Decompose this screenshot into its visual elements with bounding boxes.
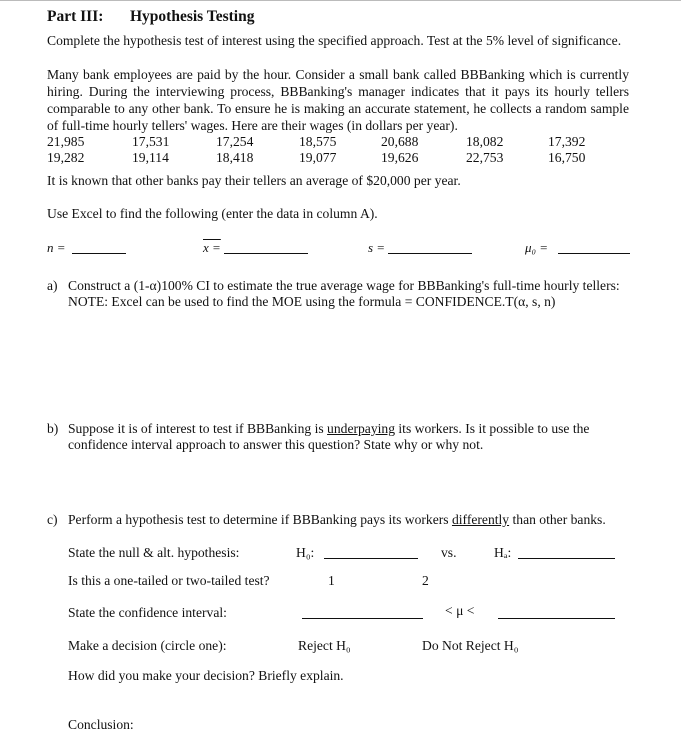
xbar-blank[interactable] [224,253,308,254]
wage-cell: 18,418 [216,150,254,165]
tail-prompt: Is this a one-tailed or two-tailed test? [68,573,270,588]
wage-cell: 16,750 [548,150,586,165]
wage-cell: 19,282 [47,150,85,165]
part-b-line1-post: its workers. Is it possible to use the [395,421,590,436]
part-b-letter: b) [47,421,59,436]
wage-cell: 19,626 [381,150,419,165]
part-c-line [68,512,606,528]
part-c-line-pre: Perform a hypothesis test to determine if BBBanking pays its workers [68,512,452,527]
part-c-line-underline: differently [451,512,510,527]
part-b-line1-underline: underpaying [327,421,395,436]
part-a-letter: a) [47,278,58,293]
ha-blank[interactable] [518,558,615,559]
part-c-letter: c) [47,512,58,527]
tail-option-one[interactable]: 1 [328,573,335,588]
vs-label: vs. [441,545,457,560]
wage-cell: 19,077 [299,150,337,165]
h0-blank[interactable] [324,558,418,559]
s-blank[interactable] [388,253,472,254]
ha-label: Hₐ: [494,545,512,560]
known-average: It is known that other banks pay their tellers an average of $20,000 per year. [47,173,461,188]
part-a-line2: NOTE: Excel can be used to find the MOE using the formula = CONFIDENCE.T(α, s, n) [68,294,556,309]
part-b-line1-pre: Suppose it is of interest to test if BBBanking is [68,421,328,436]
part-c-line-post: than other banks. [509,512,606,527]
top-border [0,0,681,1]
wage-cell: 19,114 [132,150,169,165]
wage-cell: 20,688 [381,134,419,149]
s-label: s = [368,240,386,255]
explain-prompt: How did you make your decision? Briefly explain. [68,668,344,683]
wage-cell: 18,082 [466,134,504,149]
excel-instruction: Use Excel to find the following (enter the data in column A). [47,206,378,221]
page-title: Hypothesis Testing [130,8,255,25]
ci-prompt: State the confidence interval: [68,605,227,620]
wage-cell: 22,753 [466,150,504,165]
decision-prompt: Make a decision (circle one): [68,638,227,653]
wage-cell: 18,575 [299,134,337,149]
h0-label: H₀: [296,545,315,560]
null-alt-prompt: State the null & alt. hypothesis: [68,545,240,560]
mu0-label: μ₀ = [525,240,549,255]
not-reject-option[interactable]: Do Not Reject H₀ [422,638,519,653]
xbar-label: x = [203,240,221,255]
mu0-blank[interactable] [558,253,630,254]
n-label: n = [47,240,66,255]
wage-cell: 17,392 [548,134,586,149]
tail-option-two[interactable]: 2 [422,573,429,588]
part-b-line2: confidence interval approach to answer this question? State why or why not. [68,437,484,452]
conclusion-label: Conclusion: [68,717,134,732]
ci-middle: < μ < [445,603,475,618]
part-b-line1 [68,421,589,437]
part-a-line1: Construct a (1-α)100% CI to estimate the true average wage for BBBanking's full-time hourly tellers: [68,278,620,293]
part-label: Part III: [47,8,104,25]
scenario-paragraph: Many bank employees are paid by the hour. Consider a small bank called BBBanking which is currently hiring. During the interviewing process, BBBanking's manager indicates that it pays its hourly tellers comparable to any other bank. To ensure he is making an accurate statement, he collects a random sample of full-time hourly tellers' wages. Here are their wages (in dollars per year). [47,67,629,133]
wage-cell: 17,531 [132,134,170,149]
ci-upper-blank[interactable] [498,618,615,619]
instructions: Complete the hypothesis test of interest using the specified approach. Test at the 5% level of significance. [47,33,622,48]
wage-cell: 17,254 [216,134,254,149]
reject-option[interactable]: Reject H₀ [298,638,351,653]
wage-cell: 21,985 [47,134,85,149]
ci-lower-blank[interactable] [302,618,423,619]
n-blank[interactable] [72,253,126,254]
